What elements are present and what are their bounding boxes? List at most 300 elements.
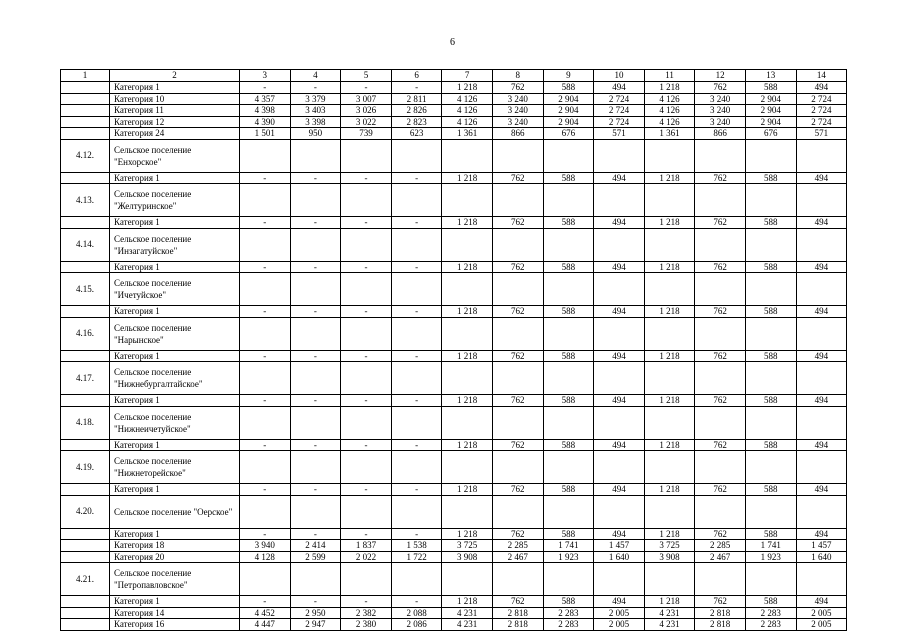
category-row [61, 82, 847, 94]
empty-cell [594, 451, 645, 484]
category-row [61, 172, 847, 184]
category-row [61, 528, 847, 540]
row-number-cell [61, 105, 110, 117]
value-cell: 588 [745, 217, 796, 229]
category-name-cell: Категория 11 [110, 105, 240, 117]
column-header: 8 [492, 70, 543, 82]
value-cell: - [240, 217, 291, 229]
value-cell: 3 240 [695, 105, 746, 117]
category-row [61, 116, 847, 128]
row-number-cell [61, 116, 110, 128]
value-cell: - [290, 350, 341, 362]
value-cell: 4 231 [644, 619, 695, 631]
value-cell: 494 [594, 172, 645, 184]
empty-cell [492, 228, 543, 261]
empty-cell [796, 317, 847, 350]
value-cell: 588 [543, 395, 594, 407]
row-number-cell [61, 217, 110, 229]
settlement-name-cell: Сельское поселение "Енхорское" [110, 139, 240, 172]
value-cell: 2 904 [543, 93, 594, 105]
value-cell: - [341, 172, 392, 184]
empty-cell [240, 563, 291, 596]
empty-cell [644, 495, 695, 528]
row-number-cell [61, 439, 110, 451]
settlement-name-cell: Сельское поселение "Инзагатуйское" [110, 228, 240, 261]
empty-cell [796, 184, 847, 217]
category-name-cell: Категория 1 [110, 484, 240, 496]
empty-cell [644, 317, 695, 350]
empty-cell [796, 139, 847, 172]
empty-cell [695, 495, 746, 528]
value-cell: 2 818 [695, 619, 746, 631]
value-cell: 2 724 [796, 116, 847, 128]
value-cell: 2 904 [543, 105, 594, 117]
settlement-section-row [61, 139, 847, 172]
value-cell: - [391, 82, 442, 94]
value-cell: 2 382 [341, 607, 392, 619]
empty-cell [290, 406, 341, 439]
row-number-cell [61, 350, 110, 362]
empty-cell [290, 184, 341, 217]
value-cell: 494 [796, 596, 847, 608]
empty-cell [341, 406, 392, 439]
settlement-name-cell: Сельское поселение "Ичетуйское" [110, 273, 240, 306]
value-cell: 494 [594, 439, 645, 451]
empty-cell [796, 362, 847, 395]
empty-cell [543, 362, 594, 395]
row-number-cell [61, 172, 110, 184]
empty-cell [695, 451, 746, 484]
empty-cell [492, 139, 543, 172]
empty-cell [442, 273, 493, 306]
value-cell: 588 [543, 596, 594, 608]
value-cell: - [240, 306, 291, 318]
value-cell: 3 240 [695, 116, 746, 128]
value-cell: 2 467 [492, 551, 543, 563]
empty-cell [796, 273, 847, 306]
value-cell: - [341, 350, 392, 362]
value-cell: - [290, 439, 341, 451]
value-cell: 2 283 [543, 607, 594, 619]
category-name-cell: Категория 1 [110, 596, 240, 608]
value-cell: 588 [745, 439, 796, 451]
empty-cell [695, 563, 746, 596]
empty-cell [745, 451, 796, 484]
value-cell: 1 501 [240, 128, 291, 140]
row-number-cell: 4.13. [61, 184, 110, 217]
column-header: 10 [594, 70, 645, 82]
settlement-section-row [61, 451, 847, 484]
value-cell: 4 126 [644, 105, 695, 117]
empty-cell [391, 362, 442, 395]
empty-cell [492, 563, 543, 596]
row-number-cell: 4.15. [61, 273, 110, 306]
empty-cell [341, 139, 392, 172]
column-number-header-row [61, 70, 847, 82]
empty-cell [240, 406, 291, 439]
value-cell: 1 218 [442, 528, 493, 540]
category-row [61, 306, 847, 318]
empty-cell [644, 139, 695, 172]
value-cell: 762 [695, 439, 746, 451]
empty-cell [391, 563, 442, 596]
empty-cell [442, 563, 493, 596]
row-number-cell [61, 607, 110, 619]
value-cell: 1 218 [442, 217, 493, 229]
value-cell: 762 [695, 82, 746, 94]
value-cell: 588 [745, 528, 796, 540]
category-name-cell: Категория 16 [110, 619, 240, 631]
value-cell: 2 380 [341, 619, 392, 631]
value-cell: 762 [695, 596, 746, 608]
category-name-cell: Категория 1 [110, 528, 240, 540]
value-cell: 2 904 [543, 116, 594, 128]
value-cell: 1 218 [644, 528, 695, 540]
value-cell: 950 [290, 128, 341, 140]
empty-cell [492, 317, 543, 350]
value-cell: 3 908 [442, 551, 493, 563]
value-cell: 1 218 [644, 350, 695, 362]
value-cell: - [391, 350, 442, 362]
row-number-cell [61, 619, 110, 631]
empty-cell [543, 139, 594, 172]
value-cell: 762 [695, 350, 746, 362]
value-cell: - [341, 484, 392, 496]
empty-cell [341, 317, 392, 350]
value-cell: 3 026 [341, 105, 392, 117]
value-cell: 4 128 [240, 551, 291, 563]
empty-cell [492, 406, 543, 439]
row-number-cell [61, 82, 110, 94]
empty-cell [695, 362, 746, 395]
empty-cell [796, 228, 847, 261]
empty-cell [745, 184, 796, 217]
value-cell: - [391, 528, 442, 540]
value-cell: 588 [543, 439, 594, 451]
value-cell: - [391, 172, 442, 184]
value-cell: 494 [796, 439, 847, 451]
empty-cell [695, 228, 746, 261]
category-name-cell: Категория 1 [110, 350, 240, 362]
empty-cell [543, 228, 594, 261]
value-cell: 1 741 [543, 540, 594, 552]
value-cell: 2 904 [745, 93, 796, 105]
row-number-cell [61, 540, 110, 552]
empty-cell [442, 184, 493, 217]
value-cell: 571 [594, 128, 645, 140]
empty-cell [391, 273, 442, 306]
value-cell: 762 [492, 350, 543, 362]
empty-cell [240, 184, 291, 217]
value-cell: 1 218 [644, 439, 695, 451]
empty-cell [543, 184, 594, 217]
value-cell: - [240, 82, 291, 94]
value-cell: 762 [492, 439, 543, 451]
column-header: 2 [110, 70, 240, 82]
value-cell: - [341, 439, 392, 451]
value-cell: 494 [594, 528, 645, 540]
settlement-section-row [61, 563, 847, 596]
value-cell: 676 [543, 128, 594, 140]
row-number-cell: 4.14. [61, 228, 110, 261]
empty-cell [644, 406, 695, 439]
column-header: 7 [442, 70, 493, 82]
value-cell: 3 725 [644, 540, 695, 552]
value-cell: 588 [543, 82, 594, 94]
value-cell: 588 [745, 306, 796, 318]
value-cell: 1 218 [442, 306, 493, 318]
value-cell: 1 218 [644, 82, 695, 94]
value-cell: 588 [543, 217, 594, 229]
value-cell: 762 [492, 82, 543, 94]
row-number-cell [61, 551, 110, 563]
value-cell: 494 [796, 217, 847, 229]
category-name-cell: Категория 1 [110, 439, 240, 451]
category-row [61, 217, 847, 229]
value-cell: - [341, 306, 392, 318]
empty-cell [745, 228, 796, 261]
value-cell: 588 [745, 484, 796, 496]
empty-cell [442, 406, 493, 439]
value-cell: 762 [492, 261, 543, 273]
column-header: 12 [695, 70, 746, 82]
category-row [61, 350, 847, 362]
value-cell: - [391, 395, 442, 407]
empty-cell [442, 362, 493, 395]
value-cell: 494 [796, 172, 847, 184]
value-cell: 4 447 [240, 619, 291, 631]
value-cell: 588 [543, 484, 594, 496]
empty-cell [442, 451, 493, 484]
value-cell: - [240, 528, 291, 540]
value-cell: 762 [492, 306, 543, 318]
empty-cell [391, 139, 442, 172]
value-cell: - [391, 306, 442, 318]
empty-cell [695, 184, 746, 217]
empty-cell [240, 495, 291, 528]
row-number-cell: 4.21. [61, 563, 110, 596]
value-cell: - [290, 261, 341, 273]
empty-cell [796, 406, 847, 439]
value-cell: 494 [594, 306, 645, 318]
value-cell: 588 [543, 172, 594, 184]
value-cell: - [391, 596, 442, 608]
empty-cell [341, 563, 392, 596]
value-cell: 4 357 [240, 93, 291, 105]
empty-cell [240, 139, 291, 172]
value-cell: 494 [594, 395, 645, 407]
value-cell: 1 361 [442, 128, 493, 140]
value-cell: 676 [745, 128, 796, 140]
value-cell: 762 [492, 395, 543, 407]
empty-cell [695, 317, 746, 350]
category-name-cell: Категория 1 [110, 82, 240, 94]
value-cell: 2 283 [745, 619, 796, 631]
empty-cell [594, 273, 645, 306]
value-cell: 2 724 [594, 93, 645, 105]
settlement-section-row [61, 184, 847, 217]
column-header: 13 [745, 70, 796, 82]
row-number-cell [61, 93, 110, 105]
category-row [61, 439, 847, 451]
value-cell: 494 [594, 217, 645, 229]
row-number-cell [61, 528, 110, 540]
tariff-table [60, 69, 847, 631]
value-cell: 2 818 [492, 607, 543, 619]
empty-cell [594, 228, 645, 261]
value-cell: - [391, 261, 442, 273]
value-cell: 623 [391, 128, 442, 140]
row-number-cell: 4.20. [61, 495, 110, 528]
settlement-name-cell: Сельское поселение "Петропавловское" [110, 563, 240, 596]
category-row [61, 619, 847, 631]
empty-cell [543, 563, 594, 596]
value-cell: 588 [745, 395, 796, 407]
settlement-section-row [61, 362, 847, 395]
value-cell: 1 361 [644, 128, 695, 140]
value-cell: - [240, 395, 291, 407]
value-cell: 762 [492, 172, 543, 184]
settlement-name-cell: Сельское поселение "Оерское" [110, 495, 240, 528]
settlement-name-cell: Сельское поселение "Желтуринское" [110, 184, 240, 217]
category-row [61, 261, 847, 273]
value-cell: 762 [695, 395, 746, 407]
empty-cell [644, 362, 695, 395]
value-cell: 494 [796, 82, 847, 94]
value-cell: 3 240 [695, 93, 746, 105]
value-cell: 2 022 [341, 551, 392, 563]
page-number: 6 [450, 37, 455, 48]
value-cell: 3 940 [240, 540, 291, 552]
value-cell: 866 [492, 128, 543, 140]
empty-cell [543, 495, 594, 528]
value-cell: 762 [492, 217, 543, 229]
row-number-cell: 4.17. [61, 362, 110, 395]
value-cell: 1 218 [442, 395, 493, 407]
value-cell: 4 126 [442, 93, 493, 105]
value-cell: 4 452 [240, 607, 291, 619]
settlement-section-row [61, 228, 847, 261]
empty-cell [391, 406, 442, 439]
empty-cell [341, 228, 392, 261]
value-cell: 762 [695, 306, 746, 318]
value-cell: 588 [745, 82, 796, 94]
empty-cell [644, 273, 695, 306]
column-header: 4 [290, 70, 341, 82]
value-cell: 3 403 [290, 105, 341, 117]
empty-cell [240, 273, 291, 306]
value-cell: 2 467 [695, 551, 746, 563]
value-cell: - [240, 439, 291, 451]
empty-cell [442, 139, 493, 172]
row-number-cell: 4.19. [61, 451, 110, 484]
value-cell: 1 218 [442, 439, 493, 451]
settlement-name-cell: Сельское поселение "Нижнебургалтайское" [110, 362, 240, 395]
empty-cell [695, 406, 746, 439]
value-cell: 1 741 [745, 540, 796, 552]
category-row [61, 395, 847, 407]
settlement-name-cell: Сельское поселение "Нарынское" [110, 317, 240, 350]
value-cell: 588 [543, 528, 594, 540]
empty-cell [341, 495, 392, 528]
value-cell: 1 218 [644, 306, 695, 318]
value-cell: 866 [695, 128, 746, 140]
empty-cell [796, 451, 847, 484]
empty-cell [745, 273, 796, 306]
value-cell: 494 [796, 350, 847, 362]
value-cell: 494 [796, 528, 847, 540]
value-cell: 2 283 [745, 607, 796, 619]
category-row [61, 596, 847, 608]
value-cell: 494 [594, 484, 645, 496]
value-cell: 1 640 [594, 551, 645, 563]
value-cell: 1 837 [341, 540, 392, 552]
column-header: 1 [61, 70, 110, 82]
value-cell: - [290, 528, 341, 540]
value-cell: - [290, 596, 341, 608]
empty-cell [391, 228, 442, 261]
empty-cell [492, 273, 543, 306]
value-cell: 3 379 [290, 93, 341, 105]
value-cell: 4 126 [442, 116, 493, 128]
value-cell: 1 923 [543, 551, 594, 563]
value-cell: 762 [695, 484, 746, 496]
value-cell: 2 005 [796, 607, 847, 619]
empty-cell [341, 362, 392, 395]
empty-cell [745, 139, 796, 172]
category-row [61, 607, 847, 619]
category-name-cell: Категория 24 [110, 128, 240, 140]
value-cell: - [240, 484, 291, 496]
value-cell: 1 218 [442, 172, 493, 184]
empty-cell [594, 495, 645, 528]
value-cell: 588 [543, 306, 594, 318]
value-cell: - [341, 217, 392, 229]
empty-cell [240, 228, 291, 261]
value-cell: 3 725 [442, 540, 493, 552]
value-cell: 2 599 [290, 551, 341, 563]
empty-cell [644, 563, 695, 596]
category-name-cell: Категория 20 [110, 551, 240, 563]
settlement-section-row [61, 317, 847, 350]
value-cell: 762 [492, 484, 543, 496]
value-cell: 2 285 [492, 540, 543, 552]
value-cell: 1 218 [644, 261, 695, 273]
value-cell: - [240, 596, 291, 608]
empty-cell [290, 495, 341, 528]
value-cell: - [290, 217, 341, 229]
value-cell: 1 640 [796, 551, 847, 563]
value-cell: 588 [745, 596, 796, 608]
value-cell: 3 240 [492, 93, 543, 105]
settlement-section-row [61, 495, 847, 528]
empty-cell [290, 362, 341, 395]
empty-cell [341, 451, 392, 484]
value-cell: 494 [796, 395, 847, 407]
value-cell: 2 005 [796, 619, 847, 631]
value-cell: 1 457 [594, 540, 645, 552]
value-cell: 2 950 [290, 607, 341, 619]
value-cell: 494 [594, 350, 645, 362]
value-cell: 1 218 [644, 596, 695, 608]
value-cell: 494 [594, 82, 645, 94]
empty-cell [442, 228, 493, 261]
category-name-cell: Категория 14 [110, 607, 240, 619]
empty-cell [594, 184, 645, 217]
value-cell: 588 [745, 172, 796, 184]
empty-cell [644, 228, 695, 261]
value-cell: 762 [695, 217, 746, 229]
